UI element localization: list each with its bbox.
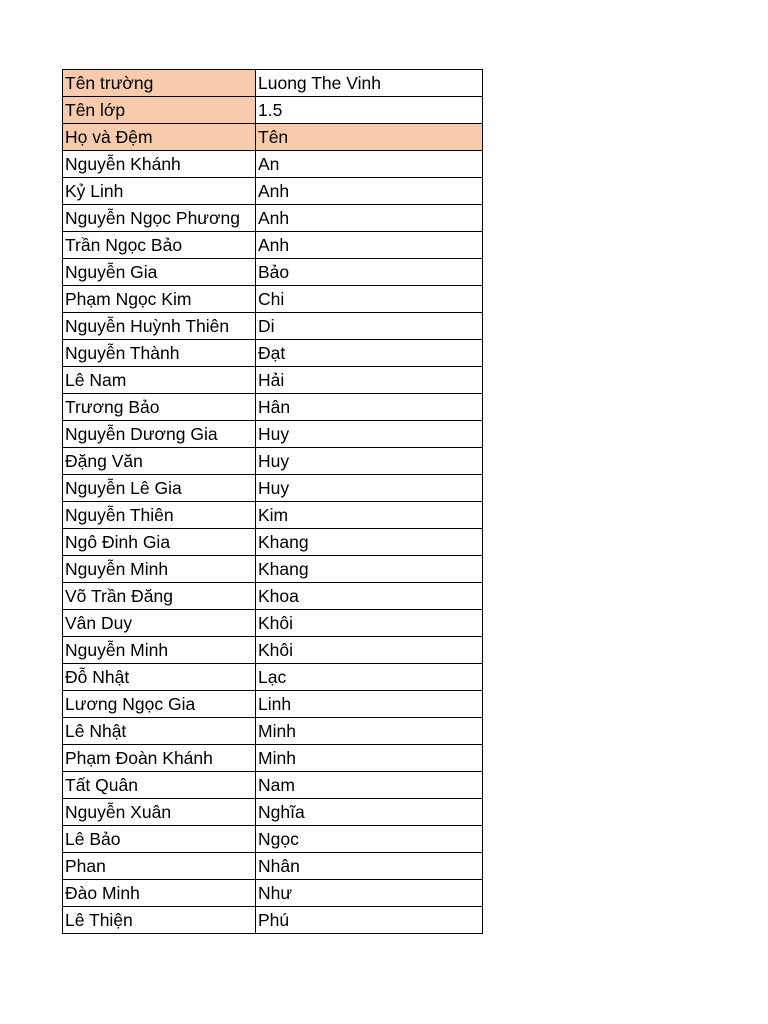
table-row [63,556,483,583]
surname-cell[interactable]: Lê Nhật [63,718,256,745]
surname-cell[interactable]: Nguyễn Dương Gia [63,421,256,448]
given-name-cell[interactable]: Nam [256,772,483,799]
table-row [63,799,483,826]
class-value-cell[interactable]: 1.5 [256,97,483,124]
table-row [63,664,483,691]
table-row [63,475,483,502]
given-name-cell[interactable]: Di [256,313,483,340]
header-cell-ten[interactable]: Tên [256,124,483,151]
given-name-cell[interactable]: Như [256,880,483,907]
surname-cell[interactable]: Võ Trần Đăng [63,583,256,610]
table-row [63,340,483,367]
table-row [63,448,483,475]
student-list-table [62,69,483,934]
table-row [63,367,483,394]
surname-cell[interactable]: Tất Quân [63,772,256,799]
table-row [63,853,483,880]
given-name-cell[interactable]: Chi [256,286,483,313]
surname-cell[interactable]: Nguyễn Gia [63,259,256,286]
given-name-cell[interactable]: Khôi [256,610,483,637]
table-row [63,610,483,637]
given-name-cell[interactable]: Lạc [256,664,483,691]
table-row [63,583,483,610]
table-row [63,826,483,853]
surname-cell[interactable]: Lê Bảo [63,826,256,853]
table-row [63,232,483,259]
given-name-cell[interactable]: Khang [256,529,483,556]
table-row [63,151,483,178]
surname-cell[interactable]: Nguyễn Khánh [63,151,256,178]
given-name-cell[interactable]: Khang [256,556,483,583]
table-row [63,691,483,718]
surname-cell[interactable]: Lương Ngọc Gia [63,691,256,718]
surname-cell[interactable]: Trương Bảo [63,394,256,421]
given-name-cell[interactable]: Anh [256,178,483,205]
given-name-cell[interactable]: Huy [256,475,483,502]
column-header-row [63,124,483,151]
surname-cell[interactable]: Nguyễn Minh [63,556,256,583]
surname-cell[interactable]: Nguyễn Huỳnh Thiên [63,313,256,340]
surname-cell[interactable]: Đỗ Nhật [63,664,256,691]
surname-cell[interactable]: Phan [63,853,256,880]
given-name-cell[interactable]: Huy [256,421,483,448]
table-body [63,70,483,934]
table-row [63,178,483,205]
given-name-cell[interactable]: Bảo [256,259,483,286]
given-name-cell[interactable]: Nhân [256,853,483,880]
given-name-cell[interactable]: Phú [256,907,483,934]
table-row [63,394,483,421]
table-row [63,745,483,772]
surname-cell[interactable]: Lê Nam [63,367,256,394]
given-name-cell[interactable]: Minh [256,745,483,772]
table-row [63,502,483,529]
table-row [63,421,483,448]
surname-cell[interactable]: Nguyễn Thiên [63,502,256,529]
school-value-cell[interactable]: Luong The Vinh [256,70,483,97]
surname-cell[interactable]: Ngô Đinh Gia [63,529,256,556]
surname-cell[interactable]: Lê Thiện [63,907,256,934]
surname-cell[interactable]: Nguyễn Ngọc Phương [63,205,256,232]
given-name-cell[interactable]: Ngọc [256,826,483,853]
given-name-cell[interactable]: Kim [256,502,483,529]
surname-cell[interactable]: Phạm Ngọc Kim [63,286,256,313]
table-row [63,259,483,286]
given-name-cell[interactable]: Đạt [256,340,483,367]
given-name-cell[interactable]: Anh [256,232,483,259]
class-label-cell[interactable]: Tên lớp [63,97,256,124]
surname-cell[interactable]: Nguyễn Minh [63,637,256,664]
given-name-cell[interactable]: An [256,151,483,178]
table-row [63,529,483,556]
surname-cell[interactable]: Đặng Văn [63,448,256,475]
table-row [63,907,483,934]
surname-cell[interactable]: Vân Duy [63,610,256,637]
surname-cell[interactable]: Nguyễn Thành [63,340,256,367]
table-row [63,286,483,313]
surname-cell[interactable]: Nguyễn Lê Gia [63,475,256,502]
table-row [63,718,483,745]
surname-cell[interactable]: Phạm Đoàn Khánh [63,745,256,772]
table-row [63,880,483,907]
school-row [63,70,483,97]
given-name-cell[interactable]: Nghĩa [256,799,483,826]
given-name-cell[interactable]: Hải [256,367,483,394]
table-row [63,313,483,340]
given-name-cell[interactable]: Minh [256,718,483,745]
surname-cell[interactable]: Trần Ngọc Bảo [63,232,256,259]
class-row [63,97,483,124]
given-name-cell[interactable]: Khôi [256,637,483,664]
surname-cell[interactable]: Đào Minh [63,880,256,907]
given-name-cell[interactable]: Linh [256,691,483,718]
surname-cell[interactable]: Kỷ Linh [63,178,256,205]
header-cell-ho-va-dem[interactable]: Họ và Đệm [63,124,256,151]
given-name-cell[interactable]: Huy [256,448,483,475]
school-label-cell[interactable]: Tên trường [63,70,256,97]
given-name-cell[interactable]: Hân [256,394,483,421]
given-name-cell[interactable]: Anh [256,205,483,232]
given-name-cell[interactable]: Khoa [256,583,483,610]
table-row [63,772,483,799]
table-row [63,637,483,664]
surname-cell[interactable]: Nguyễn Xuân [63,799,256,826]
table-row [63,205,483,232]
